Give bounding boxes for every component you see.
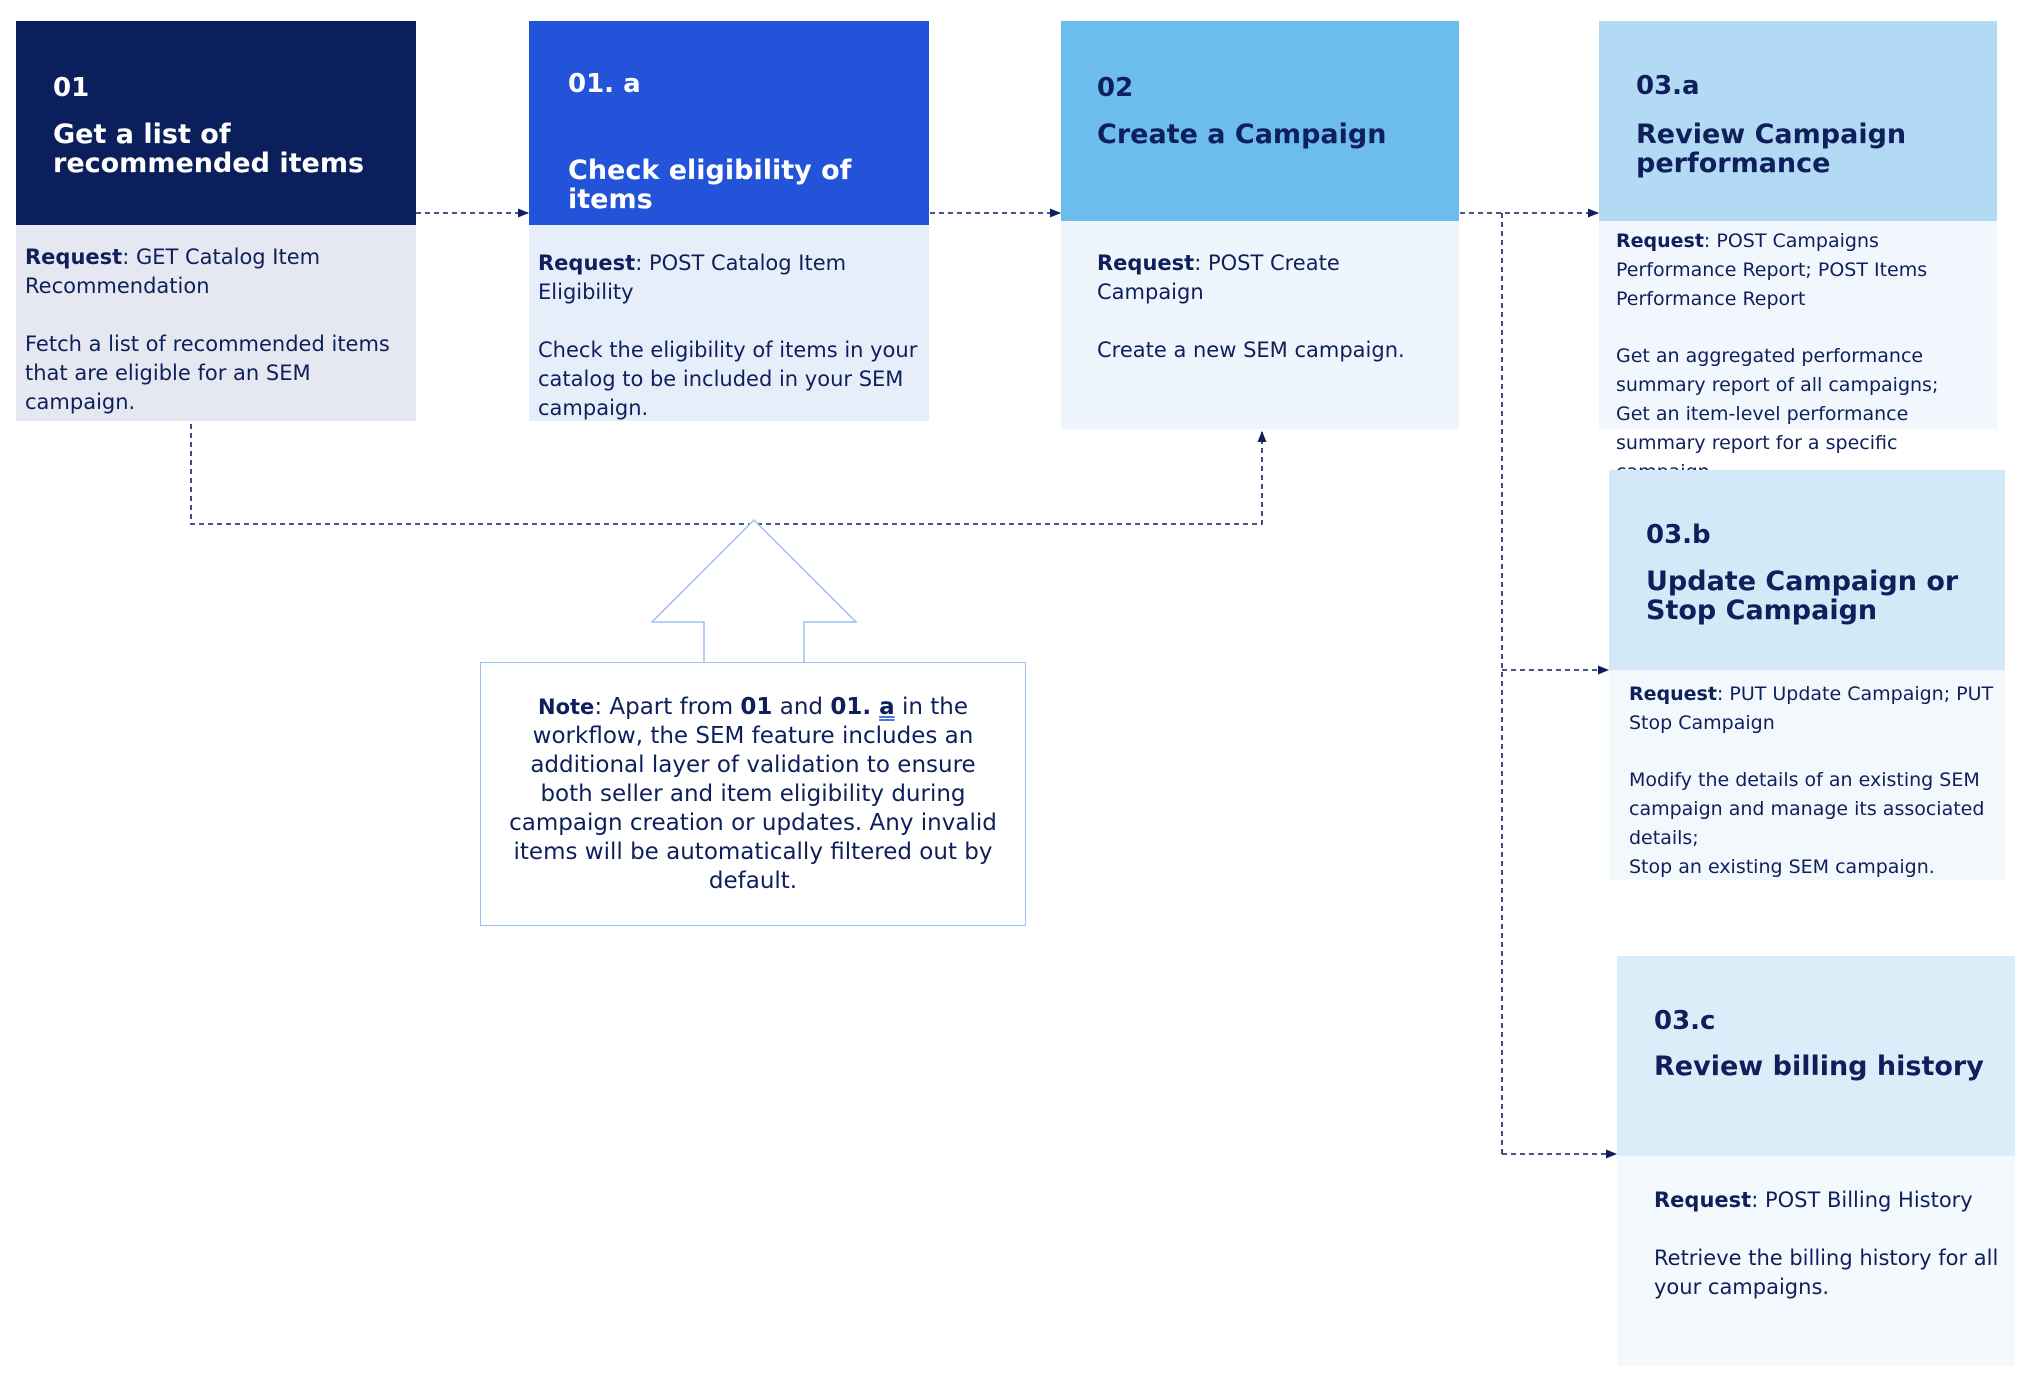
request-endpoint: : PUT Update Campaign; PUT Stop Campaign: [1629, 683, 1994, 734]
note-ref-01: 01: [740, 693, 773, 720]
step-header-02: [1061, 21, 1459, 221]
request-endpoint: : POST Billing History: [1751, 1188, 1973, 1212]
step-request: [1654, 1186, 2003, 1215]
note-label: Note: [538, 694, 595, 719]
step-number: 01. a: [568, 69, 641, 99]
step-header-03b: [1609, 470, 2005, 670]
request-label: Request: [1616, 230, 1704, 252]
request-endpoint: : POST Create Campaign: [1097, 251, 1340, 304]
step-number: 03.b: [1646, 520, 1711, 550]
step-number: 03.a: [1636, 71, 1700, 101]
request-label: Request: [25, 245, 123, 269]
step-body-02: [1061, 221, 1459, 429]
step-title: Get a list of recommended items: [53, 119, 365, 179]
step-description: Create a new SEM campaign.: [1097, 338, 1405, 362]
request-label: Request: [1654, 1188, 1752, 1212]
request-label: Request: [538, 251, 636, 275]
step-request: [25, 243, 408, 301]
step-number: 03.c: [1654, 1006, 1716, 1036]
step-card-03a: [1599, 21, 1997, 454]
step-description: Check the eligibility of items in your catalog to be included in your SEM campaign.: [538, 338, 918, 420]
step-header-03a: [1599, 21, 1997, 221]
step-card-01: [16, 21, 416, 421]
step-description: Fetch a list of recommended items that are eligible for an SEM campaign.: [25, 332, 390, 414]
request-label: Request: [1097, 251, 1195, 275]
step-title: Check eligibility of items: [568, 155, 852, 215]
step-request: [1616, 227, 1991, 314]
step-card-03c: [1617, 956, 2015, 1366]
step-description: Modify the details of an existing SEM campaign and manage its associated details; Stop an existing SEM campaign.: [1629, 769, 1985, 878]
request-endpoint: : POST Catalog Item Eligibility: [538, 251, 847, 304]
step-header-03c: [1617, 956, 2015, 1156]
step-body-01a: [529, 225, 929, 421]
step-card-02: [1061, 21, 1459, 429]
step-title: Review Campaign performance: [1636, 119, 1907, 179]
step-card-01a: [529, 21, 929, 421]
step-title: Review billing history: [1654, 1051, 1984, 1082]
request-endpoint: : POST Campaigns Performance Report; POST Items Performance Report: [1616, 230, 1928, 310]
step-body-03b: [1609, 670, 2005, 880]
step-request: [1097, 249, 1447, 307]
step-request: [1629, 680, 1997, 738]
step-number: 01: [53, 73, 90, 103]
step-description: Get an aggregated performance summary report of all campaigns; Get an item-level performance summary report for a specific: [1616, 345, 1939, 454]
step-header-01: [16, 21, 416, 225]
step-title: Update Campaign or Stop Campaign: [1646, 566, 1959, 626]
note-ref-01a: 01. a: [830, 693, 895, 720]
step-body-03a: [1599, 221, 1997, 454]
note-callout-arrow: [652, 520, 856, 662]
step-body-01: [16, 225, 416, 421]
step-title: Create a Campaign: [1097, 119, 1387, 150]
request-label: Request: [1629, 683, 1717, 705]
step-request: [538, 249, 921, 307]
note-box: [480, 662, 1026, 926]
note-text: Note: Apart from 01 and 01. a in the workflow, the SEM feature includes an additional layer of validation to ensure both seller and item eligibility during campaign creation or updates. Any invalid items will be automatically filtered out by default.: [509, 693, 997, 894]
step-number: 02: [1097, 73, 1134, 103]
step-description: Retrieve the billing history for all your campaigns.: [1654, 1246, 1999, 1299]
step-card-03b: [1609, 470, 2005, 880]
arrow-01-to-02-bypass: [191, 424, 1262, 524]
step-header-01a: [529, 21, 929, 225]
request-endpoint: : GET Catalog Item Recommendation: [25, 245, 321, 298]
step-body-03c: [1617, 1156, 2015, 1366]
